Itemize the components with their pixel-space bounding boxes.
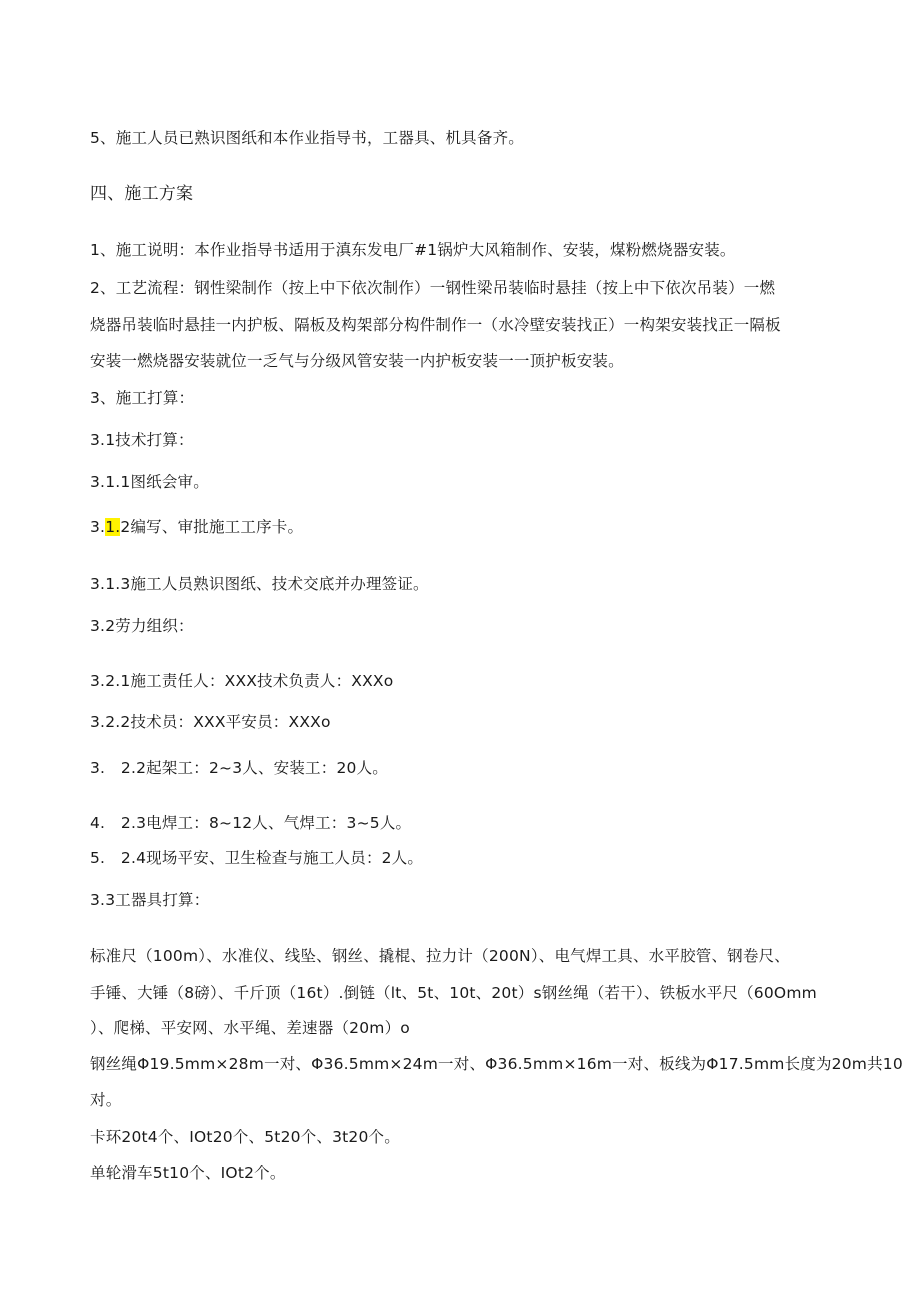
paragraph-3: 3、施工打算： (90, 389, 195, 407)
section-3-1-2-rest: 2编写、审批施工工序卡。 (120, 518, 304, 536)
paragraph-2-line-1: 2、工艺流程：钢性梁制作（按上中下依次制作）一钢性梁吊装临时悬挂（按上中下依次吊装）一燃 (90, 279, 776, 297)
section-3-2-2: 3.2.2技术员：XXX平安员：XXXo (90, 713, 331, 731)
wire-rope-line-1: 钢丝绳Φ19.5mm×28m一对、Φ36.5mm×24m一对、Φ36.5mm×16m一对、板线为Φ17.5mm长度为20m共10 (90, 1055, 903, 1073)
section-3-2-1: 3.2.1施工责任人：XXX技术负责人：XXXo (90, 672, 394, 690)
paragraph-2-line-3: 安装一燃烧器安装就位一乏气与分级风管安装一内护板安装一一顶护板安装。 (90, 352, 624, 370)
paragraph-2-line-2: 烧器吊装临时悬挂一内护板、隔板及构架部分构件制作一（水冷壁安装找正）一构架安装找正一隔板 (90, 316, 781, 334)
section-3-1-1: 3.1.1图纸会审。 (90, 473, 209, 491)
section-3-1-3: 3.1.3施工人员熟识图纸、技术交底并办理签证。 (90, 575, 429, 593)
wire-rope-line-2: 对。 (90, 1091, 122, 1109)
section-3-2: 3.2劳力组织： (90, 617, 194, 635)
section-3-1-2-prefix: 3. (90, 518, 106, 536)
shackle-line: 卡环20t4个、IOt20个、5t20个、3t20个。 (90, 1128, 400, 1146)
highlighted-text: 1. (105, 518, 121, 536)
pulley-line: 单轮滑车5t10个、IOt2个。 (90, 1164, 286, 1182)
tools-line-2: 手锤、大锤（8磅）、千斤顶（16t）.倒链（lt、5t、10t、20t）s钢丝绳（若干）、铁板水平尺（60Omm (90, 984, 817, 1002)
paragraph-1: 1、施工说明：本作业指导书适用于滇东发电厂#1锅炉大风箱制作、安装，煤粉燃烧器安装。 (90, 241, 736, 259)
section-3-2-3: 3. 2.2起架工：2~3人、安装工：20人。 (90, 759, 388, 777)
section-3-3: 3.3工器具打算： (90, 891, 210, 909)
section-4-heading: 四、施工方案 (90, 184, 194, 204)
section-3-2-5: 5. 2.4现场平安、卫生检查与施工人员：2人。 (90, 849, 424, 867)
tools-line-1: 标准尺（100m）、水准仪、线坠、钢丝、撬棍、拉力计（200N）、电气焊工具、水平胶管、钢卷尺、 (90, 947, 790, 965)
item-5-text: 5、施工人员已熟识图纸和本作业指导书，工器具、机具备齐。 (90, 129, 524, 147)
section-3-1: 3.1技术打算： (90, 431, 194, 449)
section-3-2-4: 4. 2.3电焊工：8~12人、气焊工：3~5人。 (90, 814, 412, 832)
section-3-1-2 (90, 517, 850, 537)
tools-line-3: ）、爬梯、平安网、水平绳、差速器（20m）o (90, 1019, 410, 1037)
